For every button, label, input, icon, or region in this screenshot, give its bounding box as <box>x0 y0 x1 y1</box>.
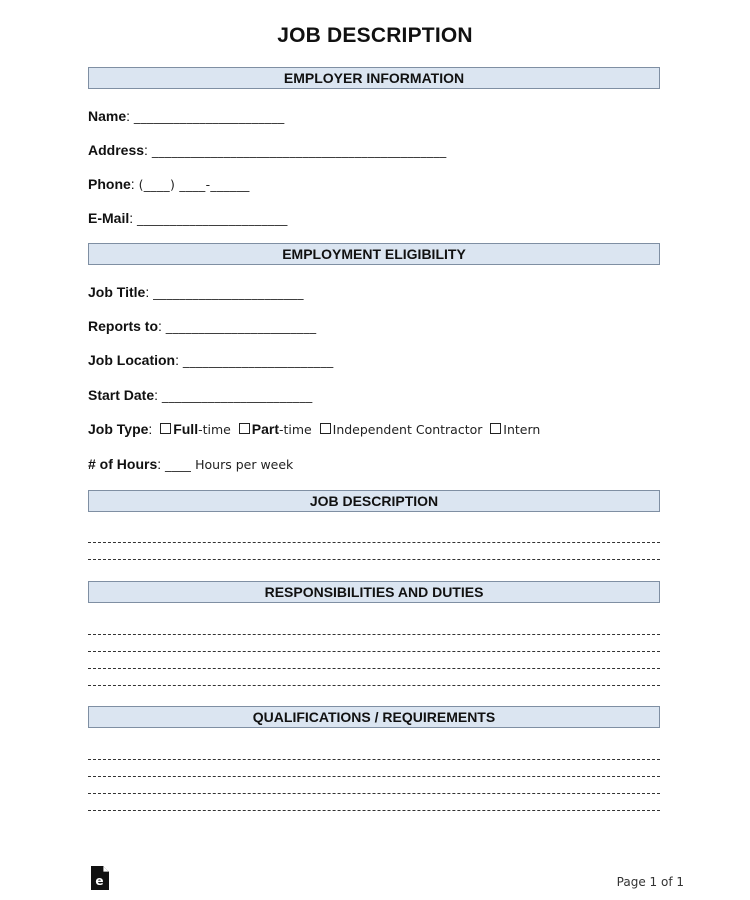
qualifications-line[interactable] <box>88 810 660 811</box>
job-type-field: Job Type: Full-time Part-time Independent Contractor Intern <box>88 421 541 437</box>
hours-suffix: Hours per week <box>195 457 294 472</box>
reports-to-label: Reports to <box>88 318 158 334</box>
address-blank[interactable]: _____________________________________________ <box>151 143 447 158</box>
responsibilities-line[interactable] <box>88 634 660 635</box>
employer-information-header: EMPLOYER INFORMATION <box>88 67 660 89</box>
job-title-field[interactable]: Job Title: _______________________ <box>88 284 304 300</box>
job-title-label: Job Title <box>88 284 146 300</box>
email-label: E-Mail <box>88 210 130 226</box>
intern-checkbox[interactable] <box>490 423 501 434</box>
responsibilities-header: RESPONSIBILITIES AND DUTIES <box>88 581 660 603</box>
hours-label: # of Hours <box>88 456 158 472</box>
email-field[interactable]: E-Mail: _______________________ <box>88 210 288 226</box>
reports-to-blank[interactable]: _______________________ <box>165 319 317 334</box>
name-label: Name <box>88 108 127 124</box>
svg-text:e: e <box>95 874 104 888</box>
page-number: Page 1 of 1 <box>616 875 684 889</box>
address-field[interactable]: Address: _____________________________________________ <box>88 142 447 158</box>
job-location-field[interactable]: Job Location: _______________________ <box>88 352 334 368</box>
independent-contractor-checkbox[interactable] <box>320 423 331 434</box>
hours-blank[interactable]: ____ <box>165 457 192 472</box>
job-location-blank[interactable]: _______________________ <box>182 353 334 368</box>
part-time-option-bold: Part <box>251 421 279 437</box>
address-label: Address <box>88 142 145 158</box>
full-time-option-light: -time <box>198 422 231 437</box>
page-title: JOB DESCRIPTION <box>277 24 473 47</box>
qualifications-line[interactable] <box>88 776 660 777</box>
full-time-option-bold: Full <box>173 421 199 437</box>
job-title-blank[interactable]: _______________________ <box>153 285 304 300</box>
phone-label: Phone <box>88 176 131 192</box>
phone-blank[interactable]: (____) ____-______ <box>138 177 250 192</box>
part-time-option-light: -time <box>278 422 312 437</box>
independent-contractor-option: Independent Contractor <box>332 422 483 437</box>
name-field[interactable]: Name: _______________________ <box>88 108 285 124</box>
start-date-field[interactable]: Start Date: _______________________ <box>88 387 313 403</box>
job-description-header: JOB DESCRIPTION <box>88 490 660 512</box>
employment-eligibility-header: EMPLOYMENT ELIGIBILITY <box>88 243 660 265</box>
start-date-label: Start Date <box>88 387 155 403</box>
job-type-label: Job Type <box>88 421 149 437</box>
qualifications-line[interactable] <box>88 759 660 760</box>
part-time-checkbox[interactable] <box>239 423 250 434</box>
responsibilities-line[interactable] <box>88 668 660 669</box>
hours-field[interactable]: # of Hours: ____ Hours per week <box>88 456 294 472</box>
phone-field[interactable]: Phone: (____) ____-______ <box>88 176 250 192</box>
start-date-blank[interactable]: _______________________ <box>161 388 313 403</box>
responsibilities-line[interactable] <box>88 651 660 652</box>
full-time-checkbox[interactable] <box>160 423 171 434</box>
qualifications-header: QUALIFICATIONS / REQUIREMENTS <box>88 706 660 728</box>
reports-to-field[interactable]: Reports to: _______________________ <box>88 318 317 334</box>
job-location-label: Job Location <box>88 352 176 368</box>
email-blank[interactable]: _______________________ <box>137 211 288 226</box>
qualifications-line[interactable] <box>88 793 660 794</box>
job-description-line[interactable] <box>88 542 660 543</box>
job-description-line[interactable] <box>88 559 660 560</box>
document-e-icon <box>91 866 109 890</box>
name-blank[interactable]: _______________________ <box>133 109 285 124</box>
responsibilities-line[interactable] <box>88 685 660 686</box>
intern-option: Intern <box>503 422 541 437</box>
